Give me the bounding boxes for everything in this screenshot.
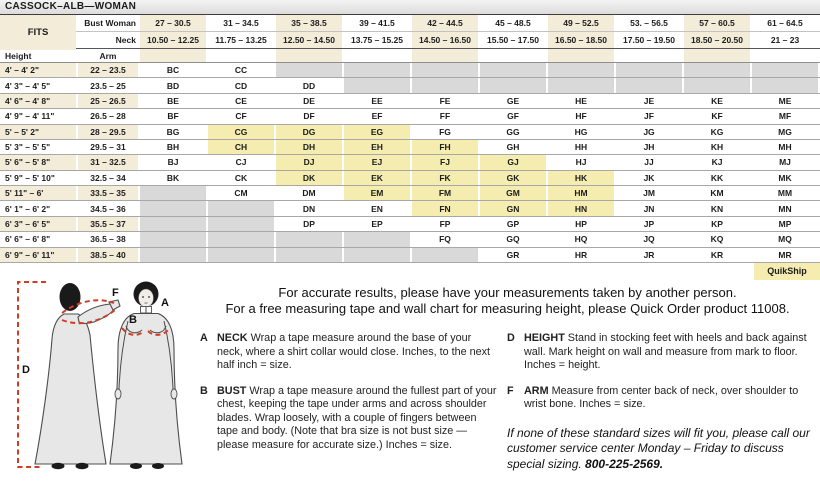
neck-range-cell: 12.50 – 14.50 (276, 32, 342, 48)
size-code-cell: MP (752, 217, 818, 231)
bust-range-cell: 45 – 48.5 (480, 15, 546, 31)
size-code-cell: HR (548, 248, 614, 262)
bust-range-cell: 39 – 41.5 (344, 15, 410, 31)
size-code-cell: JQ (616, 232, 682, 246)
unavailable-cell (276, 63, 342, 77)
foot (76, 463, 89, 469)
unavailable-cell (752, 63, 818, 77)
table-row (0, 140, 820, 155)
size-code-cell: HJ (548, 155, 614, 169)
column-tint-cell (616, 49, 682, 62)
size-code-cell: EE (344, 94, 410, 108)
table-row (0, 155, 820, 170)
size-code-cell: HQ (548, 232, 614, 246)
unavailable-cell (752, 78, 818, 92)
height-range-cell: 6' 1" – 6' 2" (0, 201, 76, 215)
bust-range-cell: 42 – 44.5 (412, 15, 478, 31)
column-tint-cell (276, 49, 342, 62)
size-code-cell: MM (752, 186, 818, 200)
robe-back-view (35, 314, 106, 464)
size-code-cell: GQ (480, 232, 546, 246)
size-code-cell: MJ (752, 155, 818, 169)
size-code-cell: FN (412, 201, 478, 215)
neck-range-cell: 13.75 – 15.25 (344, 32, 410, 48)
unavailable-cell (548, 78, 614, 92)
cassock-figures-illustration (2, 277, 194, 480)
robe-front-view (110, 314, 182, 465)
unavailable-cell (616, 78, 682, 92)
size-code-cell: CM (208, 186, 274, 200)
size-code-cell: JK (616, 171, 682, 185)
instruction-neck (200, 332, 500, 373)
unavailable-cell (140, 217, 206, 231)
size-code-cell: JE (616, 94, 682, 108)
instruction-arm (507, 385, 817, 412)
unavailable-cell (276, 232, 342, 246)
quikship-badge: QuikShip (754, 263, 820, 280)
size-code-cell: DH (276, 140, 342, 154)
unavailable-cell (208, 217, 274, 231)
height-arm-header-row (0, 49, 820, 63)
note-text: If none of these standard sizes will fit you, please call our customer service center Monday – Friday to discuss special sizing. (507, 425, 810, 471)
unavailable-cell (140, 201, 206, 215)
size-code-cell: HH (548, 140, 614, 154)
arm-range-cell: 26.5 – 28 (78, 109, 138, 123)
size-code-cell: EK (344, 171, 410, 185)
column-tint-cell (752, 49, 818, 62)
unavailable-cell (344, 78, 410, 92)
unavailable-cell (344, 63, 410, 77)
unavailable-cell (140, 186, 206, 200)
size-code-cell: KR (684, 248, 750, 262)
height-range-cell: 5' 11" – 6' (0, 186, 76, 200)
intro-line-2: For a free measuring tape and wall chart for measuring height, please Quick Order product 11008. (225, 301, 790, 316)
neck-range-cell: 21 – 23 (752, 32, 818, 48)
size-code-cell: KM (684, 186, 750, 200)
size-code-cell: BC (140, 63, 206, 77)
column-tint-cell (208, 49, 274, 62)
hand (115, 389, 121, 399)
unavailable-cell (412, 248, 478, 262)
size-code-cell: JF (616, 109, 682, 123)
table-row (0, 186, 820, 201)
unavailable-cell (140, 232, 206, 246)
bust-range-cell: 27 – 30.5 (140, 15, 206, 31)
size-code-cell: GF (480, 109, 546, 123)
unavailable-cell (616, 63, 682, 77)
unavailable-cell (276, 248, 342, 262)
size-code-cell: CH (208, 140, 274, 154)
bust-range-cell: 57 – 60.5 (684, 15, 750, 31)
size-code-cell: GN (480, 201, 546, 215)
table-row (0, 248, 820, 263)
size-code-cell: KE (684, 94, 750, 108)
height-range-cell: 4' 6" – 4' 8" (0, 94, 76, 108)
size-code-cell: DG (276, 125, 342, 139)
size-code-cell: EM (344, 186, 410, 200)
unavailable-cell (684, 63, 750, 77)
instruction-text: Measure from center back of neck, over shoulder to wrist bone. Inches = size. (524, 384, 799, 410)
foot (152, 463, 164, 469)
height-range-cell: 5' 3" – 5' 5" (0, 140, 76, 154)
size-code-cell: KK (684, 171, 750, 185)
size-code-cell: DF (276, 109, 342, 123)
size-code-cell: GR (480, 248, 546, 262)
size-code-cell: DK (276, 171, 342, 185)
size-code-cell: GJ (480, 155, 546, 169)
eye (148, 296, 150, 298)
neck-row-label: Neck (78, 32, 138, 48)
size-code-cell: FJ (412, 155, 478, 169)
size-code-cell: GH (480, 140, 546, 154)
size-code-cell: HN (548, 201, 614, 215)
size-code-cell: CF (208, 109, 274, 123)
size-code-cell: GE (480, 94, 546, 108)
arm-range-cell: 33.5 – 35 (78, 186, 138, 200)
table-row (0, 78, 820, 93)
size-code-cell: GM (480, 186, 546, 200)
size-code-cell: HF (548, 109, 614, 123)
table-row (0, 94, 820, 109)
bust-range-cell: 35 – 38.5 (276, 15, 342, 31)
eye (142, 296, 144, 298)
size-code-cell: FQ (412, 232, 478, 246)
bust-row-label: Bust Woman (78, 15, 138, 31)
unavailable-cell (208, 248, 274, 262)
size-code-cell: DN (276, 201, 342, 215)
height-range-cell: 6' 3" – 6' 5" (0, 217, 76, 231)
instruction-letter: B (200, 384, 208, 397)
arm-range-cell: 29.5 – 31 (78, 140, 138, 154)
size-code-cell: CK (208, 171, 274, 185)
instruction-letter: F (507, 384, 514, 397)
size-code-cell: EF (344, 109, 410, 123)
measurement-diagram (2, 277, 194, 482)
size-code-cell: CC (208, 63, 274, 77)
size-code-cell: DE (276, 94, 342, 108)
size-code-cell: BE (140, 94, 206, 108)
face (139, 289, 154, 307)
instruction-text: Wrap a tape measure around the base of your neck, where a shirt collar would close. Inches, to the next half inch = size. (217, 332, 491, 371)
size-code-cell: CG (208, 125, 274, 139)
bust-range-cell: 61 – 64.5 (752, 15, 818, 31)
size-code-cell: DP (276, 217, 342, 231)
size-code-cell: EJ (344, 155, 410, 169)
size-code-cell: GK (480, 171, 546, 185)
size-code-cell: JJ (616, 155, 682, 169)
size-code-cell: DM (276, 186, 342, 200)
size-code-cell: FH (412, 140, 478, 154)
arm-range-cell: 34.5 – 36 (78, 201, 138, 215)
instruction-bust (200, 385, 500, 453)
size-code-cell: CJ (208, 155, 274, 169)
size-code-cell: EH (344, 140, 410, 154)
size-code-cell: JN (616, 201, 682, 215)
size-code-cell: HK (548, 171, 614, 185)
size-code-cell: GP (480, 217, 546, 231)
height-range-cell: 6' 9" – 6' 11" (0, 248, 76, 262)
size-code-cell: KQ (684, 232, 750, 246)
unavailable-cell (344, 248, 410, 262)
arm-range-cell: 38.5 – 40 (78, 248, 138, 262)
column-tint-cell (684, 49, 750, 62)
size-code-cell: MG (752, 125, 818, 139)
instruction-term: HEIGHT (524, 332, 565, 344)
unavailable-cell (684, 78, 750, 92)
unavailable-cell (412, 78, 478, 92)
size-code-cell: HM (548, 186, 614, 200)
neck-range-cell: 14.50 – 16.50 (412, 32, 478, 48)
diagram-label-neck: A (161, 297, 169, 309)
neck-range-cell: 11.75 – 13.25 (208, 32, 274, 48)
column-tint-cell (548, 49, 614, 62)
instructions-right-column (507, 332, 817, 472)
size-code-cell: DD (276, 78, 342, 92)
size-code-cell: EG (344, 125, 410, 139)
unavailable-cell (412, 63, 478, 77)
instruction-term: NECK (217, 332, 248, 344)
size-code-cell: JH (616, 140, 682, 154)
neck-range-cell: 15.50 – 17.50 (480, 32, 546, 48)
size-code-cell: JM (616, 186, 682, 200)
instruction-letter: D (507, 332, 515, 344)
neck-range-cell: 10.50 – 12.25 (140, 32, 206, 48)
foot (130, 463, 142, 469)
arm-range-cell: 36.5 – 38 (78, 232, 138, 246)
unavailable-cell (480, 78, 546, 92)
size-code-cell: FK (412, 171, 478, 185)
unavailable-cell (344, 232, 410, 246)
size-code-cell: JP (616, 217, 682, 231)
instructions-left-column (200, 332, 500, 464)
phone-number: 800-225-2569. (585, 456, 664, 471)
size-code-cell: KN (684, 201, 750, 215)
size-code-cell: BJ (140, 155, 206, 169)
bust-header-row (0, 15, 820, 32)
size-code-cell: MK (752, 171, 818, 185)
unavailable-cell (208, 232, 274, 246)
size-code-cell: BH (140, 140, 206, 154)
height-range-cell: 4' 3" – 4' 5" (0, 78, 76, 92)
height-range-cell: 4' – 4' 2" (0, 63, 76, 77)
table-row (0, 217, 820, 232)
instruction-letter: A (200, 332, 208, 344)
arm-range-cell: 35.5 – 37 (78, 217, 138, 231)
bust-range-cell: 31 – 34.5 (208, 15, 274, 31)
size-code-cell: MN (752, 201, 818, 215)
table-row (0, 109, 820, 124)
instruction-term: ARM (524, 384, 549, 397)
height-range-cell: 4' 9" – 4' 11" (0, 109, 76, 123)
size-code-cell: BF (140, 109, 206, 123)
instruction-text: Stand in stocking feet with heels and back against wall. Mark height on wall and measure from mark to floor. Inches = height. (524, 332, 807, 371)
size-code-cell: EN (344, 201, 410, 215)
size-code-cell: MQ (752, 232, 818, 246)
size-code-cell: BK (140, 171, 206, 185)
diagram-label-bust: B (129, 314, 137, 326)
size-code-cell: EP (344, 217, 410, 231)
size-code-cell: JR (616, 248, 682, 262)
neck-header-row (0, 32, 820, 49)
size-code-cell: MF (752, 109, 818, 123)
arm-range-cell: 32.5 – 34 (78, 171, 138, 185)
arm-range-cell: 25 – 26.5 (78, 94, 138, 108)
instruction-text: Wrap a tape measure around the fullest part of your chest, keeping the tape under arms and across shoulder blades. Wrap loosely, with a couple of fingers between tape and body. (Note that bra size is not bust size — please measure for accurate size.) Inches = size. (217, 384, 497, 451)
table-row (0, 171, 820, 186)
size-code-cell: FM (412, 186, 478, 200)
fits-label: FITS (0, 15, 76, 50)
size-code-cell: HP (548, 217, 614, 231)
size-code-cell: CE (208, 94, 274, 108)
bust-range-cell: 49 – 52.5 (548, 15, 614, 31)
size-code-cell: FG (412, 125, 478, 139)
unavailable-cell (480, 63, 546, 77)
size-code-cell: FF (412, 109, 478, 123)
height-range-cell: 5' – 5' 2" (0, 125, 76, 139)
intro-line-1: For accurate results, please have your measurements taken by another person. (278, 285, 737, 300)
instruction-term: BUST (217, 384, 247, 397)
hand (171, 389, 177, 399)
column-tint-cell (344, 49, 410, 62)
table-row (0, 63, 820, 78)
size-code-cell: HG (548, 125, 614, 139)
size-chart (0, 15, 820, 280)
intro-text (195, 285, 820, 317)
height-column-label: Height (0, 49, 76, 62)
arm-column-label: Arm (78, 49, 138, 62)
neck-range-cell: 17.50 – 19.50 (616, 32, 682, 48)
neck-range-cell: 16.50 – 18.50 (548, 32, 614, 48)
size-code-cell: CD (208, 78, 274, 92)
unavailable-cell (140, 248, 206, 262)
size-code-cell: MR (752, 248, 818, 262)
column-tint-cell (480, 49, 546, 62)
height-range-cell: 6' 6" – 6' 8" (0, 232, 76, 246)
size-code-cell: ME (752, 94, 818, 108)
size-code-cell: JG (616, 125, 682, 139)
page-title: CASSOCK–ALB—WOMAN (0, 0, 820, 15)
arm-range-cell: 31 – 32.5 (78, 155, 138, 169)
size-code-cell: DJ (276, 155, 342, 169)
size-code-cell: KJ (684, 155, 750, 169)
diagram-label-arm: F (112, 287, 119, 299)
arm-range-cell: 23.5 – 25 (78, 78, 138, 92)
size-code-cell: HE (548, 94, 614, 108)
size-code-cell: GG (480, 125, 546, 139)
size-code-cell: KG (684, 125, 750, 139)
arm-range-cell: 28 – 29.5 (78, 125, 138, 139)
unavailable-cell (208, 201, 274, 215)
size-code-cell: FE (412, 94, 478, 108)
arm-range-cell: 22 – 23.5 (78, 63, 138, 77)
size-code-cell: KF (684, 109, 750, 123)
foot (52, 463, 65, 469)
size-code-cell: BG (140, 125, 206, 139)
table-row (0, 201, 820, 216)
neck-range-cell: 18.50 – 20.50 (684, 32, 750, 48)
size-code-cell: KH (684, 140, 750, 154)
special-sizing-note (507, 426, 817, 473)
height-range-cell: 5' 6" – 5' 8" (0, 155, 76, 169)
instruction-height (507, 332, 817, 373)
size-code-cell: MH (752, 140, 818, 154)
bust-range-cell: 53. – 56.5 (616, 15, 682, 31)
diagram-label-height: D (22, 364, 30, 376)
chart-body (0, 63, 820, 263)
column-tint-cell (140, 49, 206, 62)
table-row (0, 232, 820, 247)
size-code-cell: FP (412, 217, 478, 231)
size-code-cell: BD (140, 78, 206, 92)
table-row (0, 125, 820, 140)
height-range-cell: 5' 9" – 5' 10" (0, 171, 76, 185)
column-tint-cell (412, 49, 478, 62)
unavailable-cell (548, 63, 614, 77)
size-code-cell: KP (684, 217, 750, 231)
